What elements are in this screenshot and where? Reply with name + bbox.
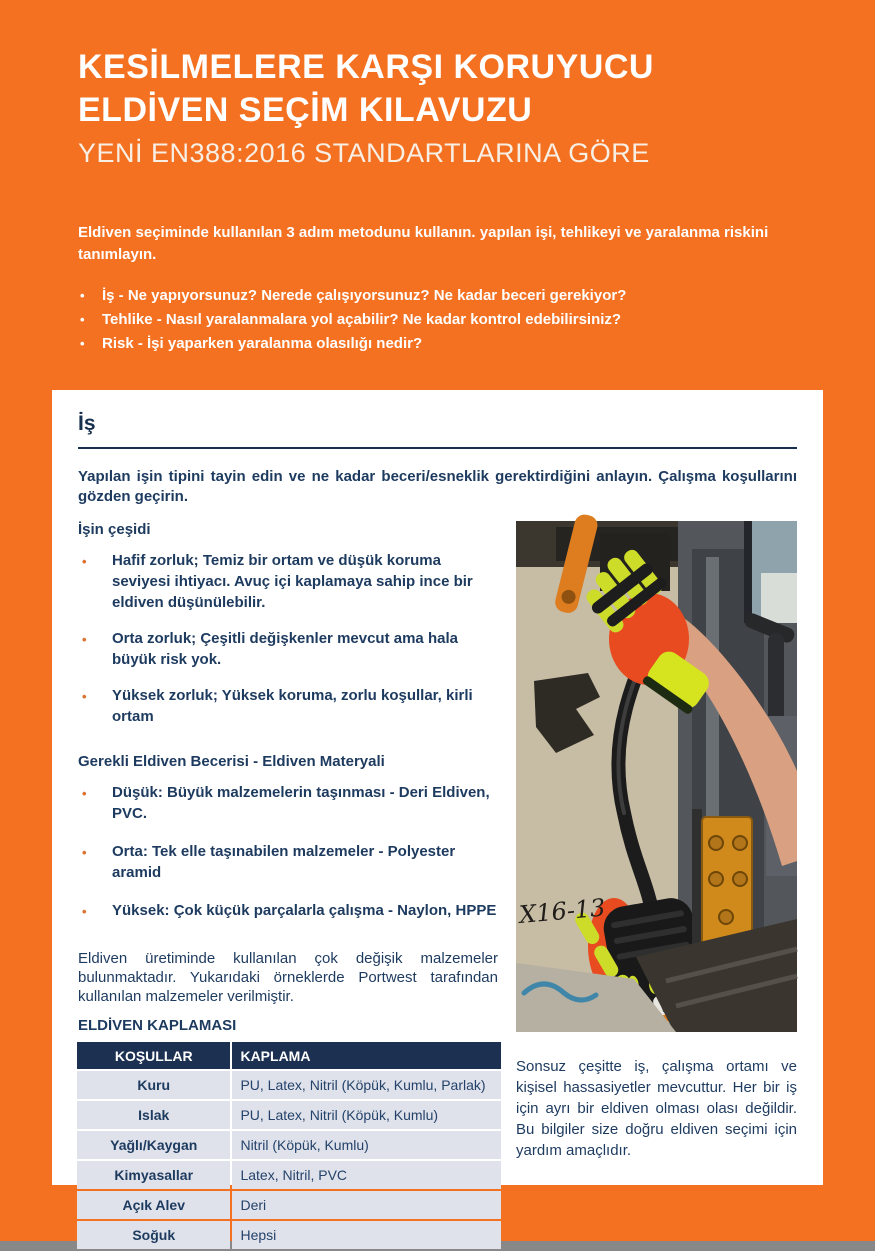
materials-note: Eldiven üretiminde kullanılan çok değişik malzemeler bulunmaktadır. Yukarıdaki örneklerde Portwest tarafından kullanılan malzemeler verilmiştir. [78, 950, 498, 1005]
skill-item: • Orta: Tek elle taşınabilen malzemeler - Polyester aramid [78, 841, 498, 883]
intro-bullet-list [78, 288, 797, 352]
page-title-line2: ELDİVEN SEÇİM KILAVUZU [78, 91, 533, 129]
skill-item: • Yüksek: Çok küçük parçalarla çalışma - Naylon, HPPE [78, 900, 498, 921]
right-column [516, 521, 797, 1251]
table-row [77, 1131, 501, 1159]
page-subtitle: YENİ EN388:2016 STANDARTLARINA GÖRE [78, 138, 650, 168]
table-row [77, 1101, 501, 1129]
two-column-layout [78, 521, 797, 1251]
intro-paragraph: Eldiven seçiminde kullanılan 3 adım metodunu kullanın. yapılan işi, tehlikeyi ve yaralanma riskini tanımlayın. [78, 224, 769, 263]
table-header-row [77, 1042, 501, 1069]
intro-bullet-hazard: • Tehlike - Nasıl yaralanmalara yol açabilir? Ne kadar kontrol edebilirsiniz? [78, 312, 797, 328]
page-title [78, 46, 797, 132]
condition-cell: Islak [77, 1101, 230, 1129]
table-row [77, 1191, 501, 1219]
job-type-item: • Yüksek zorluk; Yüksek koruma, zorlu koşullar, kirli ortam [78, 685, 498, 727]
skill-list [78, 782, 498, 921]
job-type-list [78, 550, 498, 727]
coating-cell: PU, Latex, Nitril (Köpük, Kumlu, Parlak) [232, 1071, 501, 1099]
coating-table-title: ELDİVEN KAPLAMASI [78, 1017, 237, 1034]
glove-worksite-photo-illustration [516, 521, 797, 1032]
table-row [77, 1071, 501, 1099]
coating-cell: PU, Latex, Nitril (Köpük, Kumlu) [232, 1101, 501, 1129]
coating-cell: Hepsi [232, 1221, 501, 1249]
glove-worksite-photo [516, 521, 797, 1032]
column-header-coating: KAPLAMA [232, 1042, 501, 1069]
closing-paragraph: Sonsuz çeşitte iş, çalışma ortamı ve kişisel hassasiyetler mevcuttur. Her bir iş için ayrı bir eldiven olması olası değildir. Bu bilgiler size doğru eldiven seçimi için yardım amaçlıdır. [516, 1058, 797, 1159]
coating-cell: Nitril (Köpük, Kumlu) [232, 1131, 501, 1159]
condition-cell: Açık Alev [77, 1191, 230, 1219]
coating-cell: Latex, Nitril, PVC [232, 1161, 501, 1189]
condition-cell: Kuru [77, 1071, 230, 1099]
skill-heading: Gerekli Eldiven Becerisi - Eldiven Materyali [78, 753, 385, 770]
table-row [77, 1161, 501, 1189]
header [0, 0, 875, 352]
job-type-heading: İşin çeşidi [78, 521, 151, 538]
job-type-item: • Hafif zorluk; Temiz bir ortam ve düşük koruma seviyesi ihtiyacı. Avuç içi kaplamaya sahip ince bir eldiven düşünülebilir. [78, 550, 498, 613]
section-title-is: İş [78, 412, 797, 449]
intro-bullet-risk: • Risk - İşi yaparken yaralanma olasılığı nedir? [78, 336, 797, 352]
intro-bullet-job: • İş - Ne yapıyorsunuz? Nerede çalışıyorsunuz? Ne kadar beceri gerekiyor? [78, 288, 797, 304]
job-type-item: • Orta zorluk; Çeşitli değişkenler mevcut ama hala büyük risk yok. [78, 628, 498, 670]
condition-cell: Soğuk [77, 1221, 230, 1249]
content-card [52, 390, 823, 1243]
condition-cell: Kimyasallar [77, 1161, 230, 1189]
column-header-conditions: KOŞULLAR [77, 1042, 230, 1069]
table-row [77, 1221, 501, 1249]
coating-table [75, 1040, 503, 1251]
left-column [78, 521, 498, 1251]
skill-item: • Düşük: Büyük malzemelerin taşınması - Deri Eldiven, PVC. [78, 782, 498, 824]
section-lead: Yapılan işin tipini tayin edin ve ne kadar beceri/esneklik gerektirdiğini anlayın. Çalışma koşullarını gözden geçirin. [78, 468, 797, 505]
panel-label-text: X16-13 [518, 893, 607, 929]
coating-cell: Deri [232, 1191, 501, 1219]
condition-cell: Yağlı/Kaygan [77, 1131, 230, 1159]
page-title-line1: KESİLMELERE KARŞI KORUYUCU [78, 48, 654, 86]
